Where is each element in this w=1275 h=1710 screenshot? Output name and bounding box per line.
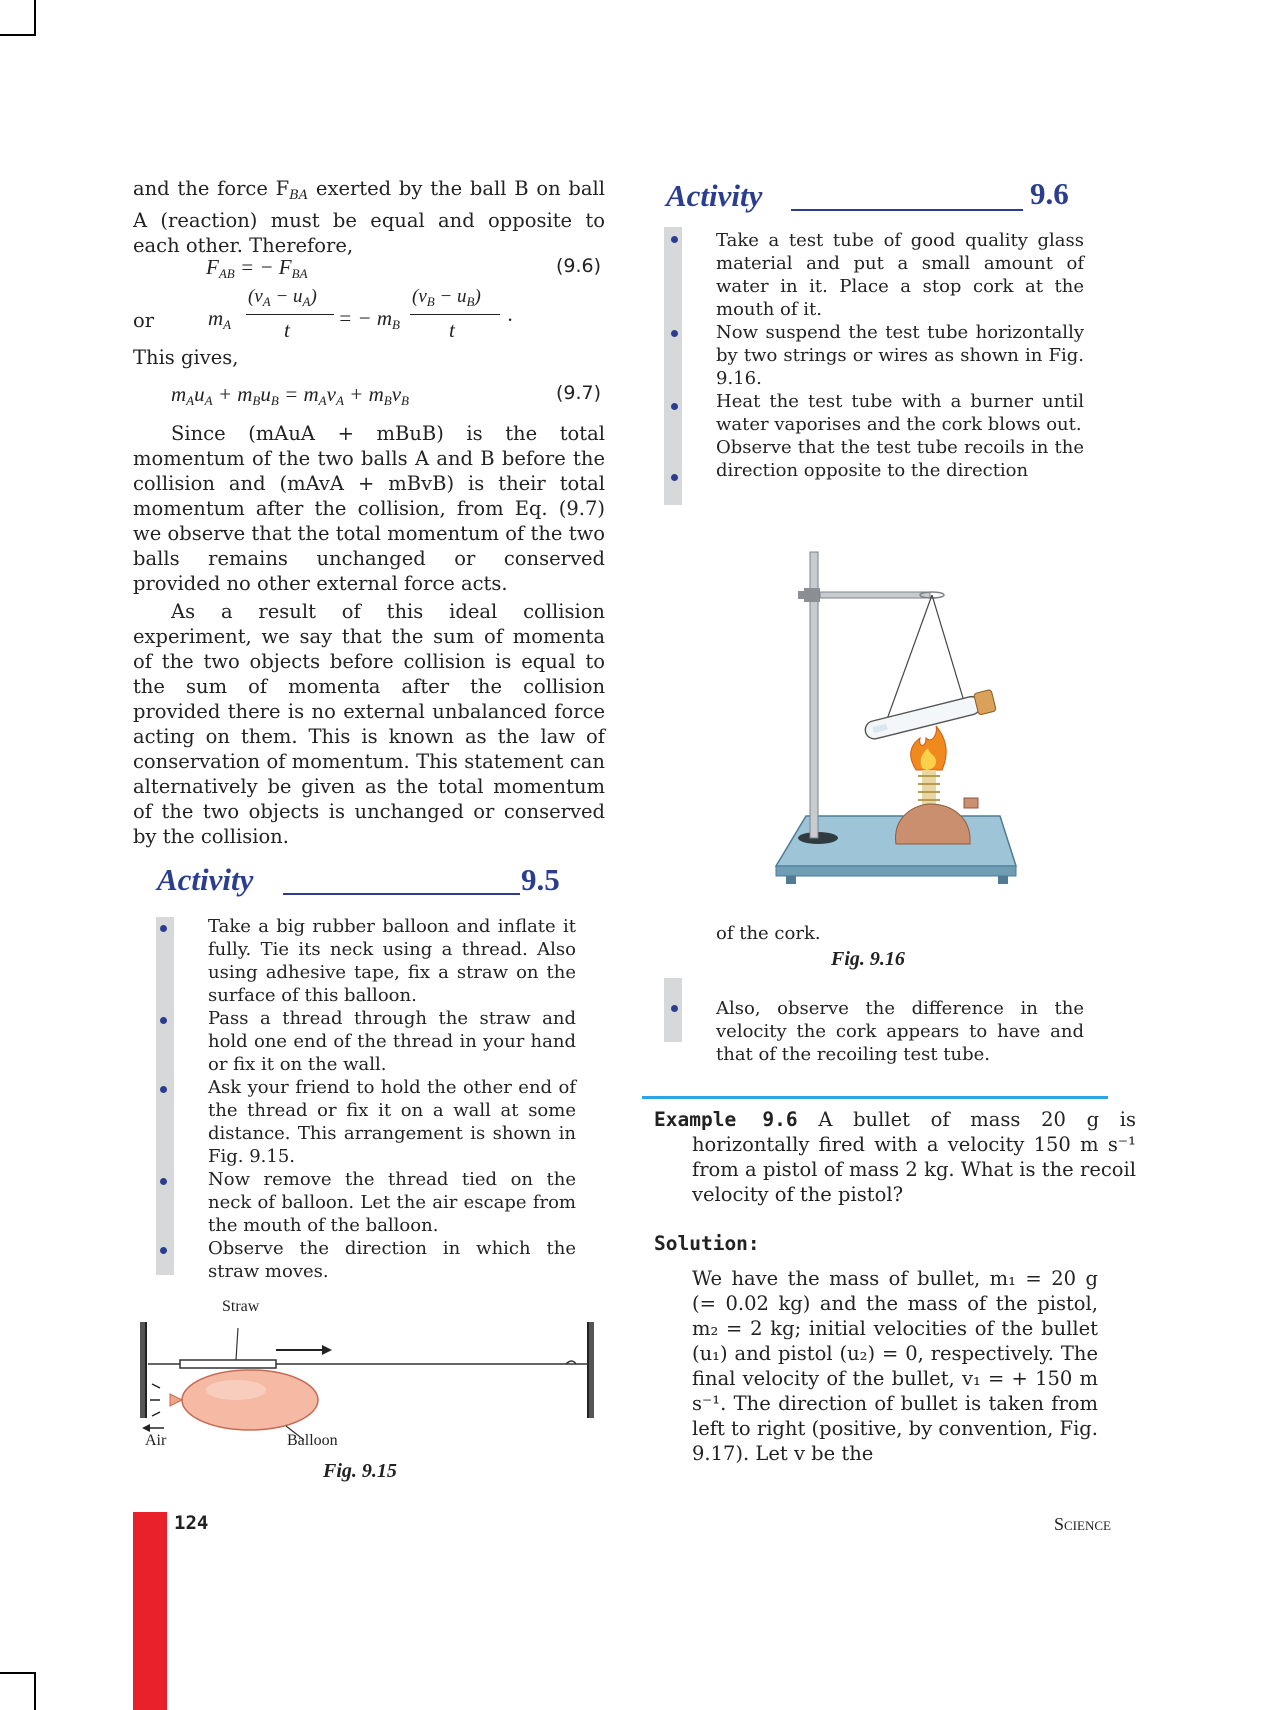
bullet [671,1005,678,1012]
bullet [160,1017,167,1024]
air-label: Air [145,1432,167,1449]
bullet [160,1086,167,1093]
page-number: 124 [174,1512,209,1534]
straw [180,1360,276,1368]
activity-rule [283,893,520,895]
list-item: Observe that the test tube recoils in the direction opposite to the direction [716,437,1084,481]
momentum-paragraph: Since (mAuA + mBuB) is the total momentum of the two balls A and B before the collision and (mAvA + mBvB) is their total momentum after the collision, from Eq. (9.7) we observe that the total momentum of the two balls remains unchanged or conserved provided no other external force acts. [133,422,605,595]
activity-list [716,229,1084,482]
activity-title: Activity [157,862,254,897]
balloon-label: Balloon [287,1432,338,1449]
list-item: Heat the test tube with a burner until water vaporises and the cork blows out. [716,391,1084,435]
activity-number: 9.5 [521,862,560,897]
example-paragraph [654,1107,1136,1207]
bullet [160,1178,167,1185]
red-sidebar [133,1512,167,1710]
bullet [160,925,167,932]
bullet [160,1247,167,1254]
list-item: Pass a thread through the straw and hold one end of the thread in your hand or fix it on the wall. [208,1008,576,1075]
activity-title: Activity [666,178,763,213]
bullet [671,330,678,337]
conservation-paragraph: As a result of this ideal collision experiment, we say that the sum of momenta of the two objects before collision is equal to the sum of momenta after the collision provided there is no external unbalanced force acting on them. This is known as the law of conservation of momentum. This statement can alternatively be given as the total momentum of the two objects is unchanged or conserved by the collision. [133,600,605,848]
activity-number: 9.6 [1030,176,1069,211]
equation-number: (9.6) [556,255,602,277]
intro-paragraph: and the force $F_{BA}$ exerted by the ball B on ball A (reaction) must be equal and opposite to each other. Therefore, [133,177,606,257]
burner [896,804,971,844]
activity-sidebar [156,917,174,1275]
right-wall [588,1322,594,1418]
or-label: or [133,309,155,332]
test-tube [863,689,996,742]
test-tube-figure [766,548,1030,890]
activity-list [208,915,576,1283]
example-text: A bullet of mass 20 g is horizontally fired with a velocity 150 m s⁻¹ from a pistol of mass 2 kg. What is the recoil velocity of the pistol? [692,1108,1136,1206]
list-item: Take a big rubber balloon and inflate it fully. Tie its neck using a thread. Also using adhesive tape, fix a straw on the surface of this balloon. [208,916,576,1006]
bullet [671,236,678,243]
equation-9-6: $F_{AB}$ = − $F_{BA}$ [206,255,308,281]
activity-rule [791,209,1023,211]
straw-label: Straw [222,1298,260,1315]
arrow-left-icon [142,1424,150,1432]
crop-mark [0,34,36,36]
bullet [671,474,678,481]
solution-paragraph: We have the mass of bullet, m₁ = 20 g (= 0.02 kg) and the mass of the pistol, m₂ = 2 kg; initial velocities of the bullet (u₁) and pistol (u₂) = 0, respectively. The final velocity of the bullet, v₁ = + 150 m s⁻¹. The direction of bullet is taken from left to right (positive, by convention, Fig. 9.17). Let v be the [692,1267,1098,1465]
this-gives: This gives, [133,346,239,369]
list-item: Ask your friend to hold the other end of the thread or fix it on a wall at some distance. This arrangement is shown in Fig. 9.15. [208,1077,576,1167]
solution-label: Solution: [654,1232,760,1255]
equation-momentum-form: $m_A$ $(v_A - u_A)$ t = − $m_B$ $(v_B - u_B)$ t . [208,286,514,342]
left-wall [140,1322,146,1418]
balloon [182,1370,318,1430]
list-item: Now remove the thread tied on the neck of balloon. Let the air escape from the mouth of the balloon. [208,1169,576,1236]
equation-9-7: $m_Au_A + m_Bu_B = m_Av_A + m_Bv_B$ [171,382,409,408]
crop-mark [34,1672,36,1710]
arrow-right-icon [322,1345,332,1355]
equation-number: (9.7) [556,382,602,404]
activity-sidebar [664,227,682,505]
figure-caption: Fig. 9.15 [323,1460,397,1482]
list-item: Now suspend the test tube horizontally by two strings or wires as shown in Fig. 9.16. [716,322,1084,389]
subject-footer: Science [1054,1514,1111,1534]
figure-caption: Fig. 9.16 [831,948,905,970]
list-item: Also, observe the difference in the velocity the cork appears to have and that of the recoiling test tube. [716,998,1084,1065]
crop-mark [34,0,36,36]
list-item: Take a test tube of good quality glass material and put a small amount of water in it. Place a stop cork at the mouth of it. [716,230,1084,320]
activity-continuation: of the cork. [716,923,821,944]
example-rule [642,1096,1108,1099]
list-item: Observe the direction in which the straw moves. [208,1238,576,1282]
example-label: Example 9.6 [654,1108,798,1131]
crop-mark [0,1672,36,1674]
balloon-figure [136,1300,606,1460]
bullet [671,403,678,410]
